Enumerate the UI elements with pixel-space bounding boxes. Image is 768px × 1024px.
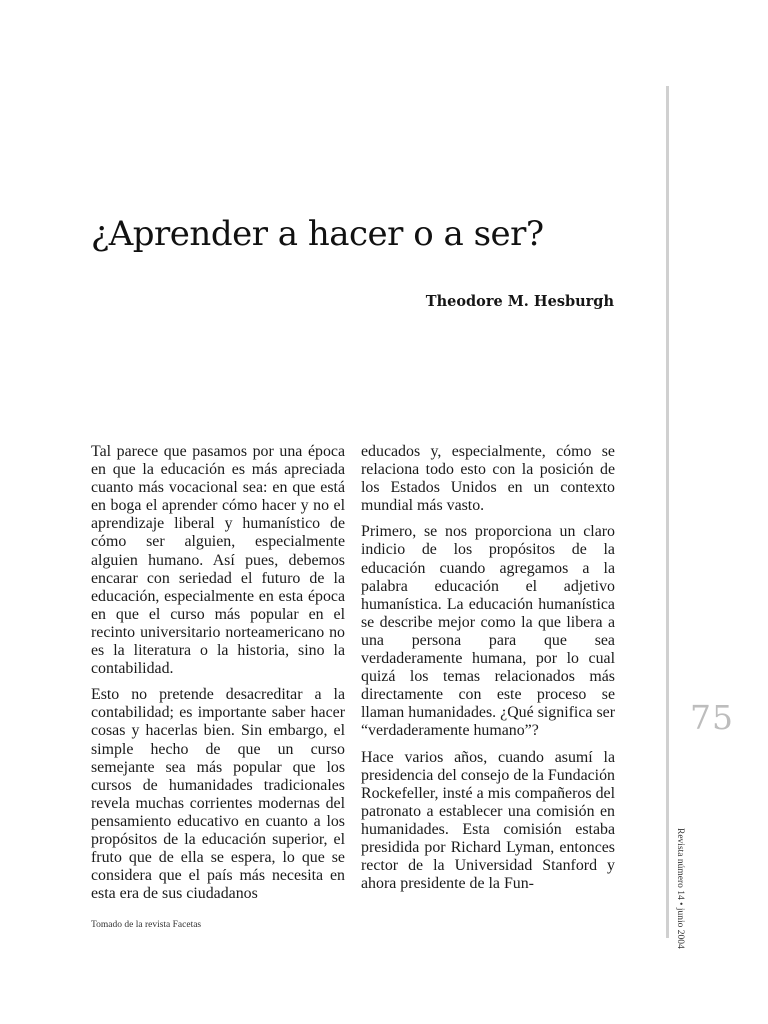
paragraph: Primero, se nos proporciona un claro indicio de los propósitos de la educación cuando agregamos a la palabra educación el adjetivo humanística. La educación humanística se describe mejor como la que libera a una persona para que sea verdaderamente humana, por lo cual quizá los temas relacionados más directamente con este proceso se llaman humanidades. ¿Qué significa ser “verdaderamente humano”?: [361, 523, 615, 740]
paragraph: Hace varios años, cuando asumí la presidencia del consejo de la Fundación Rockefeller, insté a mis compañeros del patronato a establecer una comisión en humanidades. Esta comisión estaba presidida por Richard Lyman, entonces rector de la Universidad Stanford y ahora presidente de la Fun-: [361, 748, 615, 893]
article-title: ¿Aprender a hacer o a ser?: [91, 214, 544, 254]
paragraph: Tal parece que pasamos por una época en que la educación es más apreciada cuanto más vocacional sea: en que está en boga el aprender cómo hacer y no el aprendizaje liberal y humanístico de cómo ser alguien, especialmente alguien humano. Así pues, debemos encarar con seriedad el futuro de la educación, especialmente en esta época en que el curso más popular en el recinto universitario norteamericano no es la literatura o la historia, sino la contabilidad.: [91, 443, 345, 678]
paragraph: Esto no pretende desacreditar a la contabilidad; es importante saber hacer cosas y hacerlas bien. Sin embargo, el simple hecho de que un curso semejante sea más popular que los cursos de humanidades tradicionales revela muchas corrientes modernas del pensamiento educativo en cuanto a los propósitos de la educación superior, el fruto que de ella se espera, lo que se considera que el país más necesita en esta era de sus ciudadanos: [91, 686, 345, 903]
page-number: 75: [690, 698, 734, 737]
article-author: Theodore M. Hesburgh: [425, 293, 614, 310]
running-foot-text: Revista número 14 • junio 2004: [675, 828, 685, 949]
body-column-left: [91, 443, 345, 911]
paragraph: educados y, especialmente, cómo se relaciona todo esto con la posición de los Estados Unidos en un contexto mundial más vasto.: [361, 443, 615, 515]
body-column-right: [361, 443, 615, 901]
running-foot: [674, 828, 686, 949]
source-note: Tomado de la revista Facetas: [91, 920, 202, 930]
margin-vertical-rule: [666, 86, 669, 938]
